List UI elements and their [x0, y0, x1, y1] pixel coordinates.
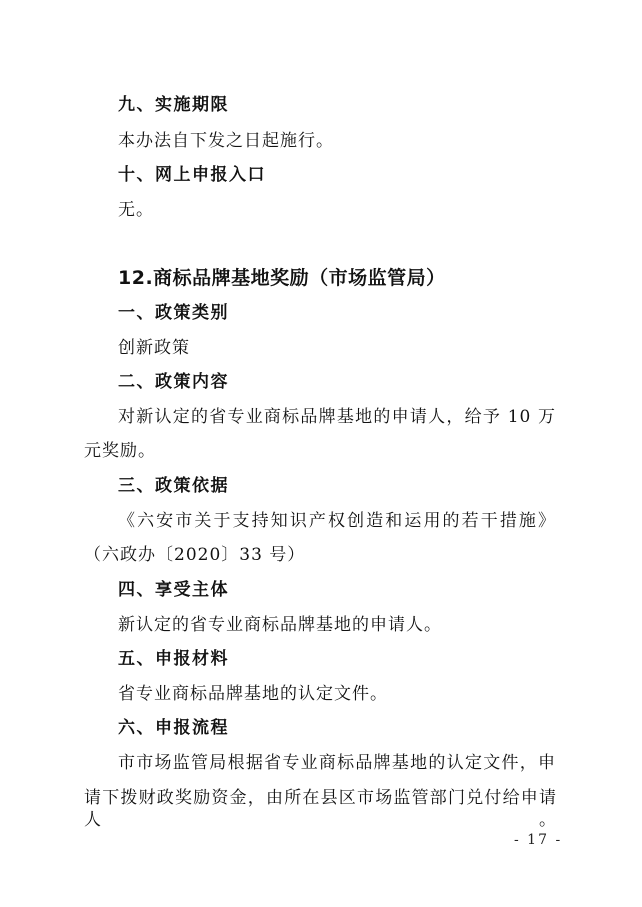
section-heading-policy-category: 一、政策类别 — [118, 303, 229, 323]
section-heading-application-process: 六、申报流程 — [118, 718, 229, 738]
policy-basis-text-line2: （六政办〔2020〕33 号） — [84, 545, 306, 565]
implementation-period-text: 本办法自下发之日起施行。 — [118, 131, 334, 151]
policy-content-text-line2: 元奖励。 — [84, 441, 156, 461]
section-heading-application-materials: 五、申报材料 — [118, 649, 229, 669]
application-process-text-line1: 市市场监管局根据省专业商标品牌基地的认定文件，申 — [118, 753, 556, 773]
section-heading-policy-basis: 三、政策依据 — [118, 476, 229, 496]
policy-basis-text-line1: 《六安市关于支持知识产权创造和运用的若干措施》 — [118, 511, 556, 531]
section-heading-implementation-period: 九、实施期限 — [118, 95, 229, 115]
application-process-text-line2: 请下拨财政奖励资金，由所在县区市场监管部门兑付给申请人。 — [84, 788, 556, 830]
eligible-subject-text: 新认定的省专业商标品牌基地的申请人。 — [118, 615, 442, 635]
policy-category-text: 创新政策 — [118, 338, 190, 358]
section-heading-policy-content: 二、政策内容 — [118, 372, 229, 392]
policy-title: 12.商标品牌基地奖励（市场监管局） — [118, 267, 446, 289]
online-entry-text: 无。 — [118, 200, 154, 220]
policy-content-text-line1: 对新认定的省专业商标品牌基地的申请人，给予 10 万 — [118, 407, 556, 427]
section-heading-eligible-subject: 四、享受主体 — [118, 580, 229, 600]
section-heading-online-entry: 十、网上申报入口 — [118, 165, 266, 185]
page-number: - 17 - — [514, 832, 563, 848]
application-materials-text: 省专业商标品牌基地的认定文件。 — [118, 684, 388, 704]
